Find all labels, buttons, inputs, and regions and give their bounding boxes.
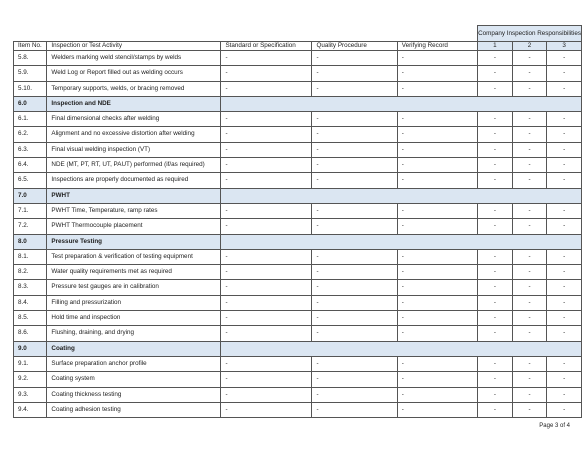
item-number: 8.5. xyxy=(14,311,47,326)
verifying-record-cell: - xyxy=(397,326,477,341)
standard-cell: - xyxy=(221,311,312,326)
section-fill xyxy=(221,96,582,111)
responsibility-1-cell: - xyxy=(478,249,513,264)
responsibility-3-cell: - xyxy=(547,81,582,96)
responsibility-2-cell: - xyxy=(512,402,547,417)
item-number: 8.2. xyxy=(14,265,47,280)
standard-cell: - xyxy=(221,280,312,295)
item-number: 6.4. xyxy=(14,158,47,173)
item-number: 8.6. xyxy=(14,326,47,341)
responsibility-3-cell: - xyxy=(547,402,582,417)
activity-cell: Filling and pressurization xyxy=(47,295,221,310)
responsibility-3-cell: - xyxy=(547,249,582,264)
section-number: 7.0 xyxy=(14,188,47,203)
table-row xyxy=(14,81,582,96)
standard-cell: - xyxy=(221,81,312,96)
responsibility-1-cell: - xyxy=(478,326,513,341)
responsibility-3-cell: - xyxy=(547,142,582,157)
table-row xyxy=(14,356,582,371)
section-row xyxy=(14,96,582,111)
quality-procedure-cell: - xyxy=(312,402,397,417)
responsibility-3-cell: - xyxy=(547,387,582,402)
header-spacer xyxy=(14,26,478,42)
verifying-record-cell: - xyxy=(397,142,477,157)
responsibility-1-cell: - xyxy=(478,372,513,387)
responsibility-1-cell: - xyxy=(478,280,513,295)
responsibility-2-cell: - xyxy=(512,280,547,295)
standard-cell: - xyxy=(221,387,312,402)
quality-procedure-cell: - xyxy=(312,127,397,142)
activity-cell: Weld Log or Report filled out as welding occurs xyxy=(47,66,221,81)
table-row xyxy=(14,127,582,142)
responsibility-2-cell: - xyxy=(512,295,547,310)
table-row xyxy=(14,295,582,310)
activity-cell: Test preparation & verification of testing equipment xyxy=(47,249,221,264)
quality-procedure-cell: - xyxy=(312,219,397,234)
responsibility-1-cell: - xyxy=(478,219,513,234)
standard-cell: - xyxy=(221,356,312,371)
responsibility-3-cell: - xyxy=(547,112,582,127)
table-row xyxy=(14,142,582,157)
standard-cell: - xyxy=(221,127,312,142)
table-row xyxy=(14,173,582,188)
responsibility-3-cell: - xyxy=(547,265,582,280)
standard-cell: - xyxy=(221,219,312,234)
responsibility-1-cell: - xyxy=(478,311,513,326)
item-number: 5.9. xyxy=(14,66,47,81)
item-number: 5.8. xyxy=(14,51,47,66)
verifying-record-cell: - xyxy=(397,219,477,234)
table-row xyxy=(14,387,582,402)
table-row xyxy=(14,51,582,66)
responsibility-1-cell: - xyxy=(478,295,513,310)
activity-cell: Surface preparation anchor profile xyxy=(47,356,221,371)
responsibility-3-cell: - xyxy=(547,280,582,295)
activity-cell: Welders marking weld stencil/stamps by welds xyxy=(47,51,221,66)
responsibility-3-cell: - xyxy=(547,173,582,188)
activity-cell: Final dimensional checks after welding xyxy=(47,112,221,127)
responsibility-3-cell: - xyxy=(547,356,582,371)
responsibility-3-cell: - xyxy=(547,158,582,173)
standard-cell: - xyxy=(221,66,312,81)
item-number: 6.5. xyxy=(14,173,47,188)
verifying-record-cell: - xyxy=(397,295,477,310)
responsibility-2-cell: - xyxy=(512,173,547,188)
table-row xyxy=(14,112,582,127)
quality-procedure-cell: - xyxy=(312,203,397,218)
standard-cell: - xyxy=(221,402,312,417)
section-number: 8.0 xyxy=(14,234,47,249)
activity-cell: Water quality requirements met as required xyxy=(47,265,221,280)
verifying-record-cell: - xyxy=(397,51,477,66)
table-row xyxy=(14,280,582,295)
column-header-resp-3: 3 xyxy=(547,42,582,51)
table-row xyxy=(14,265,582,280)
responsibility-2-cell: - xyxy=(512,219,547,234)
quality-procedure-cell: - xyxy=(312,66,397,81)
verifying-record-cell: - xyxy=(397,112,477,127)
responsibility-2-cell: - xyxy=(512,81,547,96)
responsibility-2-cell: - xyxy=(512,142,547,157)
verifying-record-cell: - xyxy=(397,249,477,264)
responsibility-1-cell: - xyxy=(478,142,513,157)
page-number: Page 3 of 4 xyxy=(539,423,570,429)
table-row xyxy=(14,326,582,341)
section-number: 9.0 xyxy=(14,341,47,356)
column-header-quality-procedure: Quality Procedure xyxy=(312,42,397,51)
responsibility-2-cell: - xyxy=(512,311,547,326)
responsibility-1-cell: - xyxy=(478,356,513,371)
responsibility-3-cell: - xyxy=(547,295,582,310)
table-row xyxy=(14,311,582,326)
responsibility-1-cell: - xyxy=(478,402,513,417)
verifying-record-cell: - xyxy=(397,173,477,188)
table-body xyxy=(14,51,582,418)
verifying-record-cell: - xyxy=(397,265,477,280)
quality-procedure-cell: - xyxy=(312,265,397,280)
responsibility-2-cell: - xyxy=(512,158,547,173)
item-number: 8.1. xyxy=(14,249,47,264)
verifying-record-cell: - xyxy=(397,81,477,96)
section-title: Pressure Testing xyxy=(47,234,221,249)
column-header-resp-1: 1 xyxy=(478,42,513,51)
responsibility-1-cell: - xyxy=(478,203,513,218)
table-row xyxy=(14,372,582,387)
quality-procedure-cell: - xyxy=(312,51,397,66)
column-header-activity: Inspection or Test Activity xyxy=(47,42,221,51)
quality-procedure-cell: - xyxy=(312,142,397,157)
verifying-record-cell: - xyxy=(397,158,477,173)
quality-procedure-cell: - xyxy=(312,356,397,371)
responsibility-2-cell: - xyxy=(512,112,547,127)
item-number: 7.2. xyxy=(14,219,47,234)
table-row xyxy=(14,158,582,173)
responsibility-1-cell: - xyxy=(478,81,513,96)
section-fill xyxy=(221,234,582,249)
table-row xyxy=(14,219,582,234)
responsibility-3-cell: - xyxy=(547,127,582,142)
standard-cell: - xyxy=(221,173,312,188)
activity-cell: Coating system xyxy=(47,372,221,387)
standard-cell: - xyxy=(221,51,312,66)
responsibility-2-cell: - xyxy=(512,127,547,142)
responsibility-2-cell: - xyxy=(512,356,547,371)
quality-procedure-cell: - xyxy=(312,112,397,127)
section-title: Coating xyxy=(47,341,221,356)
item-number: 6.2. xyxy=(14,127,47,142)
company-inspection-responsibilities-header: Company Inspection Responsibilities xyxy=(478,26,582,42)
responsibility-1-cell: - xyxy=(478,158,513,173)
quality-procedure-cell: - xyxy=(312,295,397,310)
table-row xyxy=(14,402,582,417)
activity-cell: PWHT Thermocouple placement xyxy=(47,219,221,234)
item-number: 7.1. xyxy=(14,203,47,218)
item-number: 9.2. xyxy=(14,372,47,387)
responsibility-1-cell: - xyxy=(478,66,513,81)
activity-cell: Alignment and no excessive distortion after welding xyxy=(47,127,221,142)
item-number: 9.4. xyxy=(14,402,47,417)
item-number: 5.10. xyxy=(14,81,47,96)
verifying-record-cell: - xyxy=(397,311,477,326)
responsibility-1-cell: - xyxy=(478,112,513,127)
quality-procedure-cell: - xyxy=(312,372,397,387)
responsibility-1-cell: - xyxy=(478,387,513,402)
activity-cell: Coating adhesion testing xyxy=(47,402,221,417)
standard-cell: - xyxy=(221,142,312,157)
verifying-record-cell: - xyxy=(397,402,477,417)
responsibility-3-cell: - xyxy=(547,219,582,234)
quality-procedure-cell: - xyxy=(312,81,397,96)
standard-cell: - xyxy=(221,372,312,387)
quality-procedure-cell: - xyxy=(312,158,397,173)
standard-cell: - xyxy=(221,326,312,341)
quality-procedure-cell: - xyxy=(312,249,397,264)
responsibility-2-cell: - xyxy=(512,249,547,264)
activity-cell: Flushing, draining, and drying xyxy=(47,326,221,341)
section-row xyxy=(14,234,582,249)
activity-cell: Coating thickness testing xyxy=(47,387,221,402)
standard-cell: - xyxy=(221,112,312,127)
responsibility-3-cell: - xyxy=(547,372,582,387)
standard-cell: - xyxy=(221,158,312,173)
responsibility-3-cell: - xyxy=(547,51,582,66)
responsibility-2-cell: - xyxy=(512,51,547,66)
standard-cell: - xyxy=(221,265,312,280)
inspection-test-plan-table xyxy=(13,25,582,418)
activity-cell: Temporary supports, welds, or bracing removed xyxy=(47,81,221,96)
responsibility-2-cell: - xyxy=(512,387,547,402)
table-row xyxy=(14,249,582,264)
item-number: 6.1. xyxy=(14,112,47,127)
column-header-standard: Standard or Specification xyxy=(221,42,312,51)
activity-cell: Pressure test gauges are in calibration xyxy=(47,280,221,295)
activity-cell: Final visual welding inspection (VT) xyxy=(47,142,221,157)
activity-cell: Hold time and inspection xyxy=(47,311,221,326)
section-number: 6.0 xyxy=(14,96,47,111)
quality-procedure-cell: - xyxy=(312,311,397,326)
item-number: 8.4. xyxy=(14,295,47,310)
table-row xyxy=(14,66,582,81)
item-number: 9.1. xyxy=(14,356,47,371)
item-number: 8.3. xyxy=(14,280,47,295)
column-header-item-no: Item No. xyxy=(14,42,47,51)
responsibility-2-cell: - xyxy=(512,326,547,341)
activity-cell: Inspections are properly documented as required xyxy=(47,173,221,188)
responsibility-2-cell: - xyxy=(512,372,547,387)
standard-cell: - xyxy=(221,295,312,310)
column-header-verifying-record: Verifying Record xyxy=(397,42,477,51)
verifying-record-cell: - xyxy=(397,372,477,387)
column-header-resp-2: 2 xyxy=(512,42,547,51)
section-row xyxy=(14,188,582,203)
quality-procedure-cell: - xyxy=(312,326,397,341)
section-fill xyxy=(221,188,582,203)
activity-cell: PWHT Time, Temperature, ramp rates xyxy=(47,203,221,218)
responsibility-2-cell: - xyxy=(512,66,547,81)
section-title: Inspection and NDE xyxy=(47,96,221,111)
activity-cell: NDE (MT, PT, RT, UT, PAUT) performed (if/as required) xyxy=(47,158,221,173)
standard-cell: - xyxy=(221,249,312,264)
verifying-record-cell: - xyxy=(397,356,477,371)
responsibility-1-cell: - xyxy=(478,127,513,142)
quality-procedure-cell: - xyxy=(312,280,397,295)
verifying-record-cell: - xyxy=(397,66,477,81)
section-title: PWHT xyxy=(47,188,221,203)
verifying-record-cell: - xyxy=(397,203,477,218)
table-row xyxy=(14,203,582,218)
responsibility-1-cell: - xyxy=(478,51,513,66)
standard-cell: - xyxy=(221,203,312,218)
responsibility-2-cell: - xyxy=(512,265,547,280)
responsibility-1-cell: - xyxy=(478,173,513,188)
verifying-record-cell: - xyxy=(397,387,477,402)
responsibility-3-cell: - xyxy=(547,311,582,326)
responsibility-2-cell: - xyxy=(512,203,547,218)
responsibility-1-cell: - xyxy=(478,265,513,280)
verifying-record-cell: - xyxy=(397,280,477,295)
item-number: 6.3. xyxy=(14,142,47,157)
verifying-record-cell: - xyxy=(397,127,477,142)
responsibility-3-cell: - xyxy=(547,203,582,218)
responsibility-3-cell: - xyxy=(547,66,582,81)
responsibility-3-cell: - xyxy=(547,326,582,341)
item-number: 9.3. xyxy=(14,387,47,402)
quality-procedure-cell: - xyxy=(312,387,397,402)
section-row xyxy=(14,341,582,356)
quality-procedure-cell: - xyxy=(312,173,397,188)
section-fill xyxy=(221,341,582,356)
